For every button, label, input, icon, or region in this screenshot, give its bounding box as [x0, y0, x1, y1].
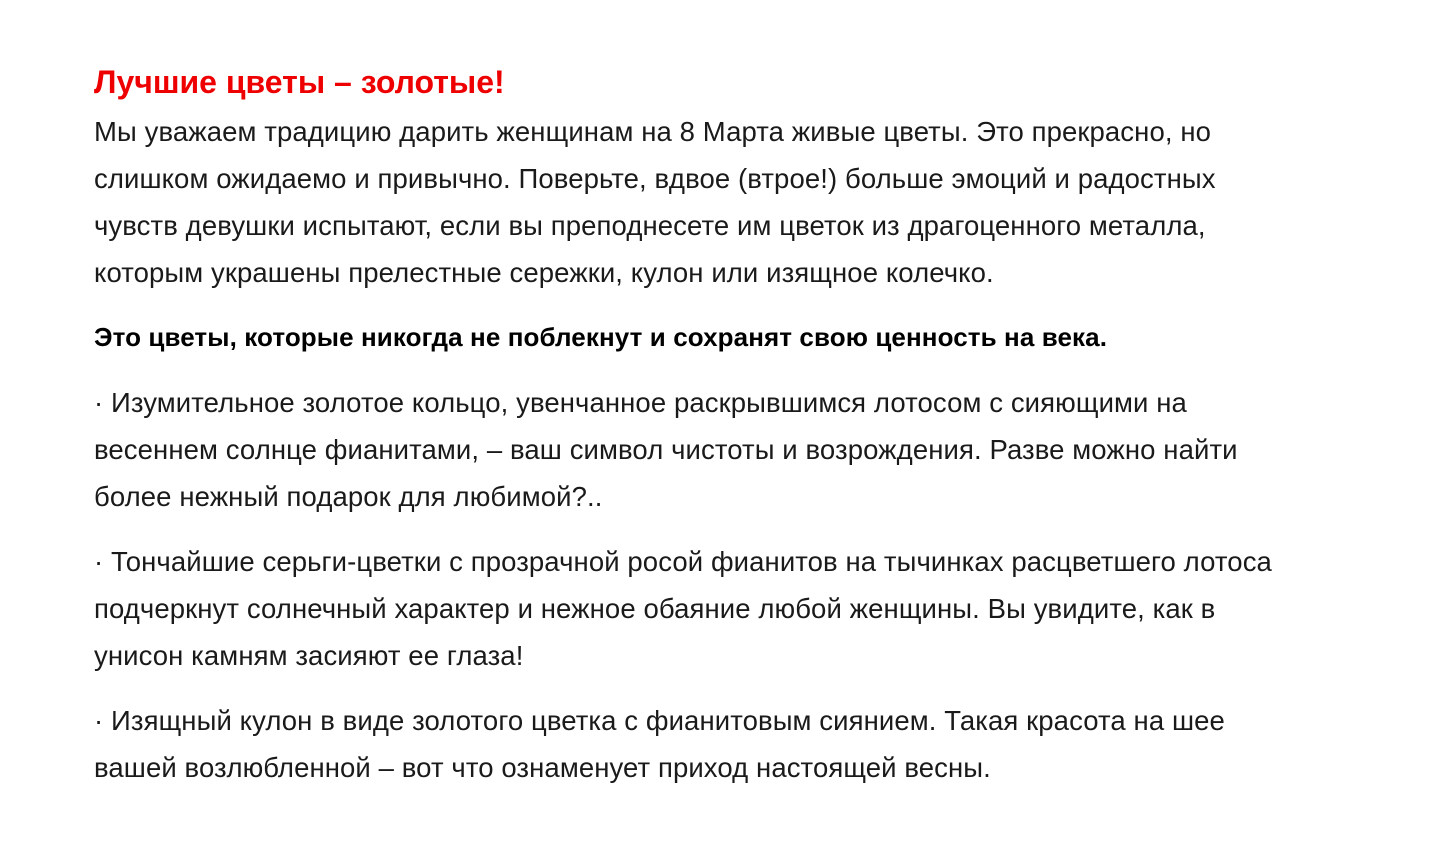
page-title: Лучшие цветы – золотые!: [94, 64, 505, 100]
highlight-paragraph: Это цветы, которые никогда не поблекнут и сохранят свою ценность на века.: [94, 322, 1108, 352]
bullet-line: подчеркнут солнечный характер и нежное обаяние любой женщины. Вы увидите, как в: [94, 593, 1216, 624]
bullet-line: · Изумительное золотое кольцо, увенчанное раскрывшимся лотосом с сияющими на: [94, 387, 1187, 418]
bullet-line: более нежный подарок для любимой?..: [94, 481, 603, 512]
intro-paragraph: [94, 108, 1404, 296]
bullet-ring-paragraph: [94, 379, 1404, 520]
bullet-line: унисон камням засияют ее глаза!: [94, 640, 524, 671]
bullet-line: вашей возлюбленной – вот что ознаменует приход настоящей весны.: [94, 752, 991, 783]
document-body: [94, 58, 1404, 809]
bullet-pendant-paragraph: [94, 697, 1404, 791]
intro-line: слишком ожидаемо и привычно. Поверьте, вдвое (втрое!) больше эмоций и радостных: [94, 163, 1216, 194]
bullet-line: весеннем солнце фианитами, – ваш символ чистоты и возрождения. Разве можно найти: [94, 434, 1238, 465]
bullet-earrings-paragraph: [94, 538, 1404, 679]
bullet-line: · Тончайшие серьги-цветки с прозрачной росой фианитов на тычинках расцветшего лотоса: [94, 546, 1272, 577]
intro-line: которым украшены прелестные сережки, кулон или изящное колечко.: [94, 257, 994, 288]
intro-line: чувств девушки испытают, если вы преподнесете им цветок из драгоценного металла,: [94, 210, 1206, 241]
intro-line: Мы уважаем традицию дарить женщинам на 8 Марта живые цветы. Это прекрасно, но: [94, 116, 1212, 147]
bullet-line: · Изящный кулон в виде золотого цветка с фианитовым сиянием. Такая красота на шее: [94, 705, 1225, 736]
